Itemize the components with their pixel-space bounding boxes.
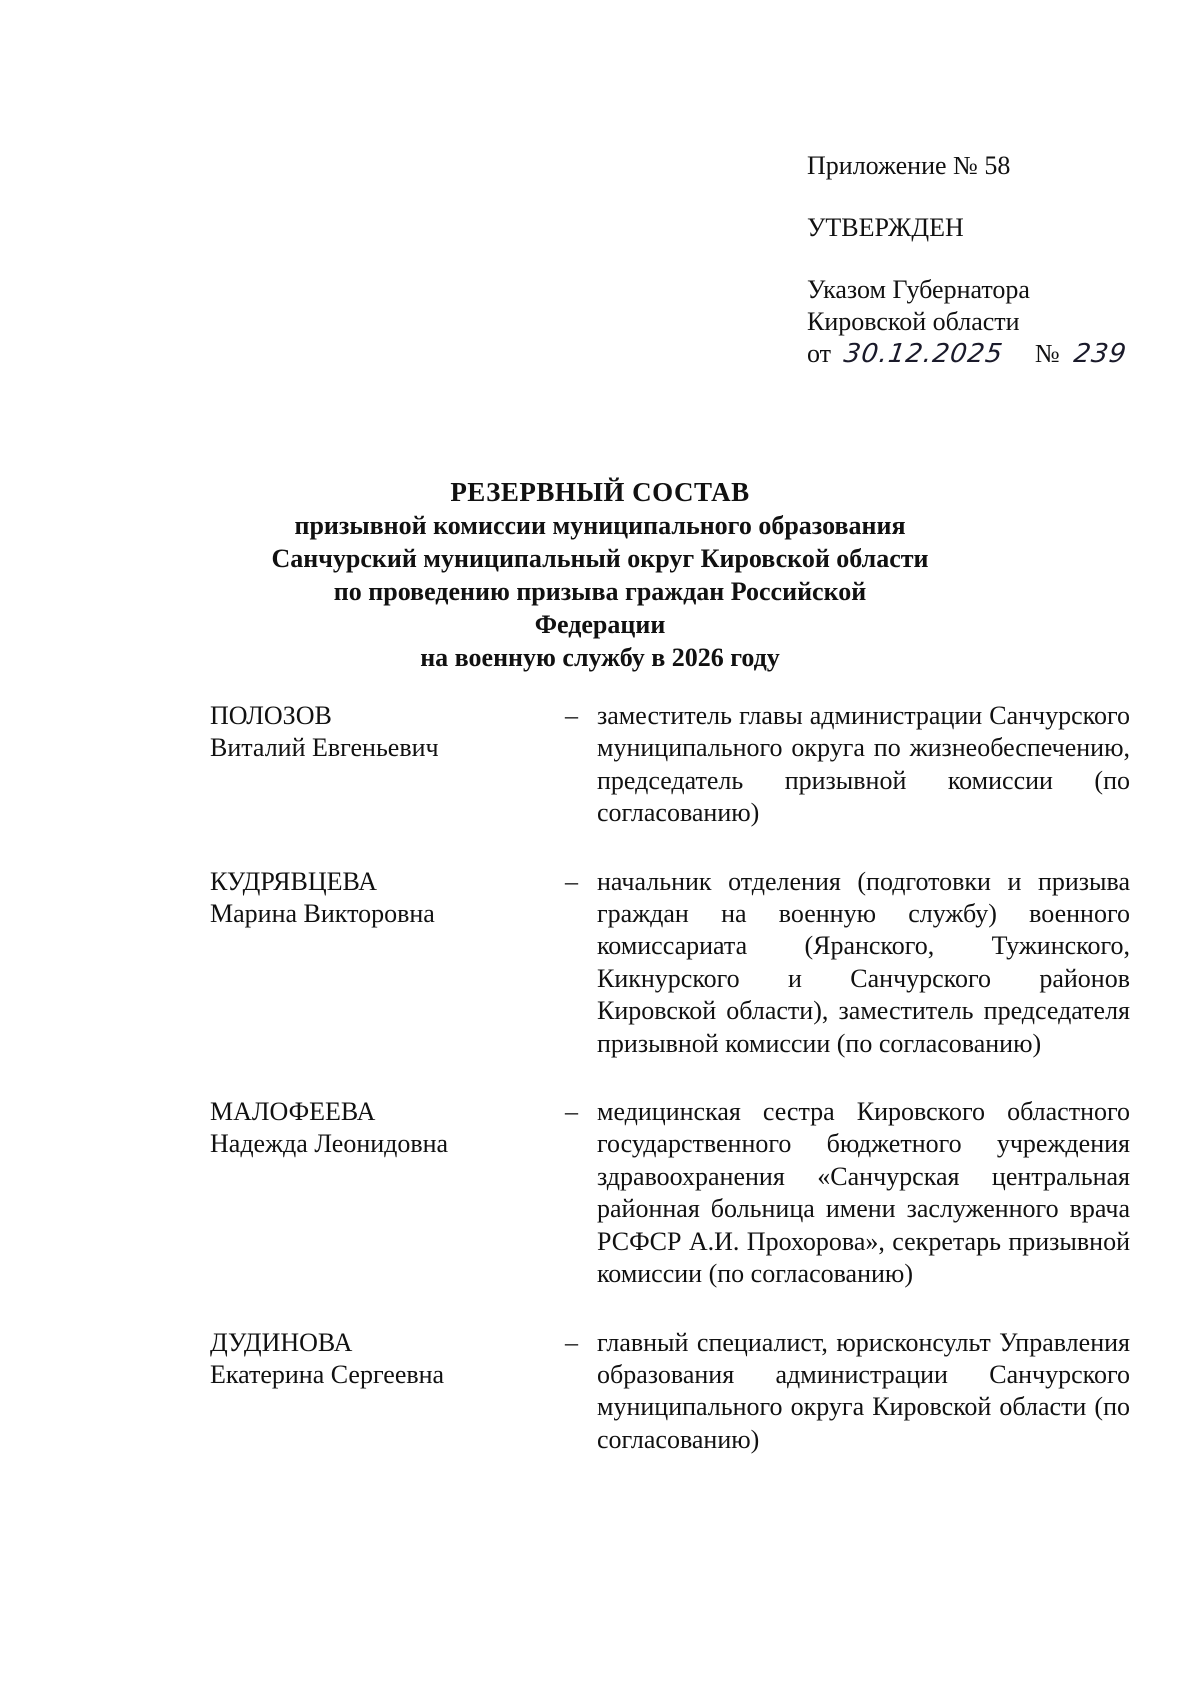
member-person [210,1096,565,1290]
member-surname: ПОЛОЗОВ [210,701,332,730]
member-role: заместитель главы администрации Санчурского муниципального округа по жизнеобеспечению, председатель призывной комиссии (по согласованию) [597,701,1130,828]
date-prefix: от [807,339,832,368]
appendix-number: Приложение № 58 [807,151,1011,180]
member-person [210,866,565,1060]
member-role: медицинская сестра Кировского областного государственного бюджетного учреждения здравоохранения «Санчурская центральная районная больница имени заслуженного врача РСФСР А.И. Прохорова», секретарь призывной комиссии (по согласованию) [597,1097,1130,1289]
decree-date-line [807,338,1167,370]
decree-line-2: Кировской области [807,307,1020,336]
member-given-name: Екатерина Сергеевна [210,1359,445,1389]
member-role: начальник отделения (подготовки и призыва граждан на военную службу) военного комиссариата (Яранского, Тужинского, Кикнурского и Санчурского районов Кировской области), заместитель председателя призывной комиссии (по согласованию) [597,866,1130,1058]
member-given-name: Виталий Евгеньевич [210,733,439,762]
member-dash: – [565,701,578,730]
member-dash: – [565,1327,578,1357]
decree-line-1: Указом Губернатора [807,275,1030,304]
member-surname: МАЛОФЕЕВА [210,1097,376,1127]
handwritten-number: 239 [1072,339,1129,369]
member-person [210,700,565,830]
member-list [210,700,1130,1492]
title-line-3: по проведению призыва граждан Российской Федерации [333,577,867,639]
title-line-4: на военную службу в 2026 году [420,643,780,672]
member-dash: – [565,1097,578,1127]
member-person [210,1327,565,1457]
title-line-2: Санчурский муниципальный округ Кировской области [271,544,929,573]
member-surname: КУДРЯВЦЕВА [210,866,377,896]
title-main: РЕЗЕРВНЫЙ СОСТАВ [450,477,750,507]
member-entry [210,700,1130,830]
member-surname: ДУДИНОВА [210,1327,353,1357]
member-given-name: Марина Викторовна [210,898,435,928]
member-entry [210,1327,1130,1457]
member-dash: – [565,866,578,896]
title-line-1: призывной комиссии муниципального образования [294,511,906,540]
approval-stamp-block [807,150,1167,370]
member-entry [210,866,1130,1060]
member-given-name: Надежда Леонидовна [210,1129,449,1159]
handwritten-date: 30.12.2025 [841,339,1005,369]
member-role: главный специалист, юрисконсульт Управления образования администрации Санчурского муниципального округа Кировской области (по согласованию) [597,1327,1130,1454]
approved-label: УТВЕРЖДЕН [807,213,964,242]
number-sign: № [1034,339,1060,368]
document-title [270,476,930,674]
member-entry [210,1096,1130,1290]
